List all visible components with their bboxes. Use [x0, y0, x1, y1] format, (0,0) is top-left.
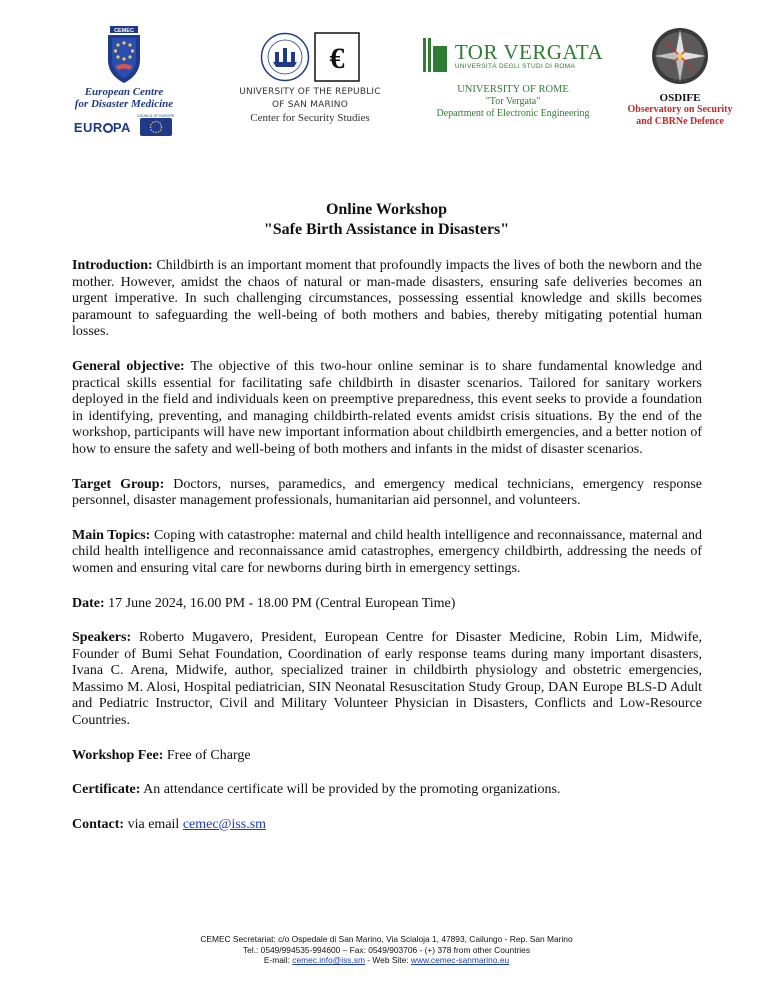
san-marino-logo-block	[230, 32, 390, 125]
cemec-logo-block	[66, 26, 182, 141]
footer-phone: Tel.: 0549/994535-994600 – Fax: 0549/903706 - (+) 378 from other Countries	[242, 944, 531, 955]
europa-logo-text: EUR PA	[73, 119, 131, 135]
section-label: Target Group:	[72, 476, 165, 492]
title-line2: "Safe Birth Assistance in Disasters"	[263, 221, 510, 238]
footer-contacts: E-mail: cemec.info@iss.sm - Web Site: www.cemec-sanmarino.eu	[263, 955, 510, 965]
tv-caption-line3: Department of Electronic Engineering	[436, 108, 590, 119]
tor-vergata-mark-icon	[423, 38, 449, 72]
cemec-shield-icon	[104, 26, 144, 84]
section-label: Speakers:	[72, 630, 132, 646]
svg-text:€: €	[329, 42, 345, 75]
section-label: Main Topics:	[72, 527, 151, 543]
osdife-compass-icon	[650, 26, 710, 86]
section-main-topics	[72, 528, 702, 578]
tor-vergata-logo-sub: UNIVERSITÀ DEGLI STUDI DI ROMA	[454, 62, 576, 70]
osdife-caption-line3: and CBRNe Defence	[636, 116, 724, 127]
section-introduction	[72, 258, 702, 341]
section-workshop-fee	[72, 748, 702, 765]
tor-vergata-logo-text: TOR VERGATA	[454, 39, 604, 64]
tor-vergata-logo-block	[415, 38, 611, 120]
sm-caption-line2: OF SAN MARINO	[272, 100, 348, 110]
cemec-caption-line2: for Disaster Medicine	[74, 98, 174, 110]
sm-caption-line3: Center for Security Studies	[250, 112, 370, 124]
cemec-badge-text: CEMEC	[114, 27, 134, 34]
section-label: Date:	[72, 595, 105, 611]
footer-email-link[interactable]: cemec.info@iss.sm	[292, 955, 365, 965]
section-text: Doctors, nurses, paramedics, and emergency medical technicians, emergency response personnel, disaster management professionals, humanitarian aid personnel, and volunteers.	[72, 476, 702, 509]
section-contact	[72, 817, 702, 834]
section-speakers	[72, 630, 702, 730]
document-body	[72, 258, 702, 851]
san-marino-seal-icon	[260, 32, 310, 82]
section-text: Roberto Mugavero, President, European Centre for Disaster Medicine, Robin Lim, Midwife, Founder of Bumi Sehat Foundation, Coordination of early response teams during many important disasters, Ivana C. Arena, Midwife, author, specialized trainer in childbirth physiology and obstetric emergencies, Massimo M. Alosi, Hospital pediatrician, SIN Neonatal Resuscitation Study Group, DAN Europe BLS-D Adult and Pediatric Instructor, Civil and Military Volunteer Physician in Disasters, Conflicts and Low-Resource Countries.	[72, 630, 702, 729]
section-certificate	[72, 782, 702, 799]
section-label: Certificate:	[72, 782, 141, 798]
cemec-caption-line1: European Centre	[84, 86, 164, 98]
section-text: 17 June 2024, 16.00 PM - 18.00 PM (Central European Time)	[104, 595, 456, 611]
section-text: An attendance certificate will be provided by the promoting organizations.	[140, 782, 561, 798]
section-text: Free of Charge	[163, 747, 251, 763]
osdife-title: OSDIFE	[659, 92, 701, 104]
section-label: Contact:	[72, 816, 125, 832]
title-line1: Online Workshop	[325, 201, 448, 218]
osdife-logo-block	[618, 26, 742, 128]
section-text: Childbirth is an important moment that profoundly impacts the lives of both the newborn and the mother. However, amidst the chaos of natural or man-made disasters, ensuring safe deliveries becomes an urgent imperative. In such challenging circumstances, possessing essential knowledge and skills becomes paramount to safeguarding the well-being of both mothers and babies, thereby mitigating potential human losses.	[72, 258, 702, 340]
csd-monogram-icon	[314, 32, 360, 82]
footer-address: CEMEC Secretariat: c/o Ospedale di San Marino, Via Scialoja 1, 47893, Cailungo - Rep. San Marino	[200, 934, 573, 944]
section-label: Introduction:	[72, 258, 153, 273]
page-footer	[0, 934, 773, 966]
tv-caption-line1: UNIVERSITY OF ROME	[457, 84, 569, 95]
section-text: Coping with catastrophe: maternal and child health intelligence and reconnaissance, maternal and child health intelligence and reconnaissance amid catastrophes, emergency childbirth, addressing the needs of women and ensuring vital care for newborns during birth in emergency settings.	[72, 527, 702, 576]
osdife-caption-line2: Observatory on Security	[627, 104, 733, 115]
document-title	[0, 200, 773, 240]
contact-email-link[interactable]: cemec@iss.sm	[182, 816, 267, 832]
section-date	[72, 596, 702, 613]
section-general-objective	[72, 359, 702, 459]
section-label: General objective:	[72, 358, 185, 374]
sm-caption-line1: UNIVERSITY OF THE REPUBLIC	[239, 87, 381, 97]
section-label: Workshop Fee:	[72, 747, 164, 763]
section-text: via email	[124, 816, 183, 832]
tv-caption-line2: "Tor Vergata"	[485, 96, 541, 107]
footer-website-link[interactable]: www.cemec-sanmarino.eu	[410, 955, 510, 965]
section-target-group	[72, 477, 702, 510]
coe-label: COUNCIL OF EUROPE	[136, 114, 175, 118]
coe-stars-icon	[140, 118, 172, 136]
section-text: The objective of this two-hour online seminar is to share fundamental knowledge and practical skills essential for facilitating safe childbirth in disaster scenarios. Tailored for sanitary workers deployed in the field and individuals keen on preemptive preparedness, this event seeks to provide a foundation in identifying, preventing, and managing childbirth-related events amidst crisis situations. By the end of the workshop, participants will have new important information about childbirth emergencies, and a better notion of how to ensure the safety and well-being of both mothers and infants in the midst of disaster scenarios.	[72, 358, 702, 457]
